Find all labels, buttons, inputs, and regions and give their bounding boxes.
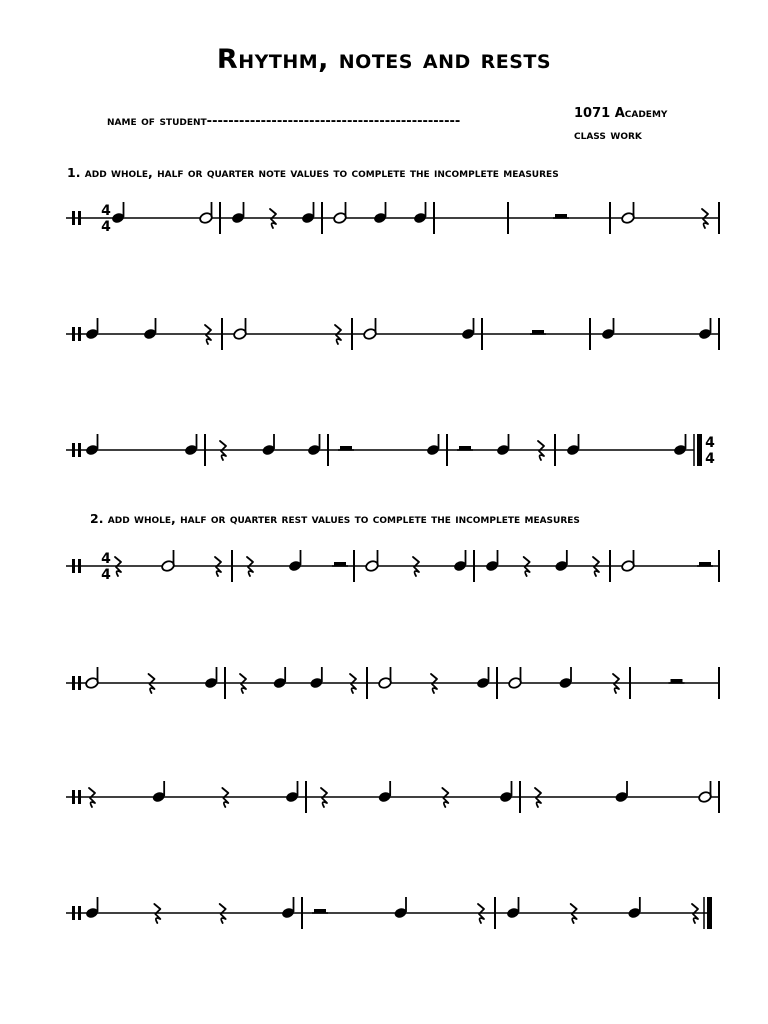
half-note bbox=[698, 781, 712, 803]
half-note bbox=[365, 550, 379, 572]
quarter-note bbox=[309, 667, 323, 689]
half-rest bbox=[314, 909, 326, 913]
quarter-note bbox=[485, 550, 499, 572]
quarter-note bbox=[184, 434, 198, 456]
half-note bbox=[199, 202, 213, 224]
quarter-note bbox=[143, 318, 157, 340]
half-note bbox=[233, 318, 247, 340]
percussion-clef bbox=[78, 676, 81, 690]
half-note bbox=[621, 550, 635, 572]
quarter-note bbox=[285, 781, 299, 803]
percussion-clef bbox=[72, 790, 75, 804]
quarter-note bbox=[272, 667, 286, 689]
time-signature-bottom: 4 bbox=[101, 567, 111, 583]
half-note bbox=[363, 318, 377, 340]
percussion-clef bbox=[72, 327, 75, 341]
half-rest bbox=[555, 214, 567, 218]
quarter-note bbox=[614, 781, 628, 803]
student-name-label: name of student----------------------------------------------- bbox=[107, 114, 461, 129]
quarter-note bbox=[461, 318, 475, 340]
half-rest bbox=[532, 330, 544, 334]
class-label: class work bbox=[574, 128, 642, 143]
percussion-clef bbox=[72, 906, 75, 920]
percussion-clef bbox=[78, 211, 81, 225]
percussion-clef bbox=[78, 790, 81, 804]
percussion-clef bbox=[72, 443, 75, 457]
quarter-note bbox=[151, 781, 165, 803]
half-note bbox=[161, 550, 175, 572]
quarter-note bbox=[111, 202, 125, 224]
quarter-note bbox=[453, 550, 467, 572]
academy-name: 1071 Academy bbox=[574, 106, 668, 121]
quarter-note bbox=[393, 897, 407, 919]
quarter-note bbox=[698, 318, 712, 340]
quarter-note bbox=[85, 897, 99, 919]
quarter-note bbox=[85, 434, 99, 456]
section-2-instructions: 2. add whole, half or quarter rest values to complete the incomplete measures bbox=[90, 511, 580, 526]
time-signature-top: 4 bbox=[101, 551, 111, 567]
quarter-note bbox=[288, 550, 302, 572]
percussion-clef bbox=[72, 676, 75, 690]
quarter-note bbox=[627, 897, 641, 919]
quarter-note bbox=[566, 434, 580, 456]
time-signature-bottom: 4 bbox=[101, 219, 111, 235]
quarter-note bbox=[204, 667, 218, 689]
half-rest bbox=[340, 446, 352, 450]
time-signature-bottom: 4 bbox=[705, 451, 715, 467]
percussion-clef bbox=[78, 906, 81, 920]
time-signature-top: 4 bbox=[705, 435, 715, 451]
quarter-note bbox=[377, 781, 391, 803]
quarter-note bbox=[307, 434, 321, 456]
quarter-note bbox=[506, 897, 520, 919]
percussion-clef bbox=[72, 211, 75, 225]
quarter-note bbox=[373, 202, 387, 224]
quarter-note bbox=[85, 318, 99, 340]
half-rest bbox=[459, 446, 471, 450]
percussion-clef bbox=[78, 559, 81, 573]
half-note bbox=[333, 202, 347, 224]
quarter-note bbox=[476, 667, 490, 689]
percussion-clef bbox=[78, 327, 81, 341]
time-signature-top: 4 bbox=[101, 203, 111, 219]
half-rest bbox=[334, 562, 346, 566]
half-note bbox=[508, 667, 522, 689]
quarter-note bbox=[413, 202, 427, 224]
section-1-instructions: 1. add whole, half or quarter note values to complete the incomplete measures bbox=[67, 165, 559, 180]
half-rest bbox=[699, 562, 711, 566]
quarter-note bbox=[673, 434, 687, 456]
quarter-note bbox=[301, 202, 315, 224]
final-barline-thick bbox=[707, 897, 712, 929]
quarter-note bbox=[558, 667, 572, 689]
page-title: Rhythm, notes and rests bbox=[216, 44, 552, 75]
quarter-note bbox=[499, 781, 513, 803]
quarter-note bbox=[231, 202, 245, 224]
end-barline-thick bbox=[697, 434, 702, 466]
quarter-note bbox=[554, 550, 568, 572]
half-note bbox=[85, 667, 99, 689]
half-note bbox=[621, 202, 635, 224]
quarter-note bbox=[281, 897, 295, 919]
quarter-note bbox=[261, 434, 275, 456]
half-rest bbox=[671, 679, 683, 683]
quarter-note bbox=[426, 434, 440, 456]
half-note bbox=[378, 667, 392, 689]
percussion-clef bbox=[78, 443, 81, 457]
percussion-clef bbox=[72, 559, 75, 573]
quarter-note bbox=[496, 434, 510, 456]
quarter-note bbox=[601, 318, 615, 340]
